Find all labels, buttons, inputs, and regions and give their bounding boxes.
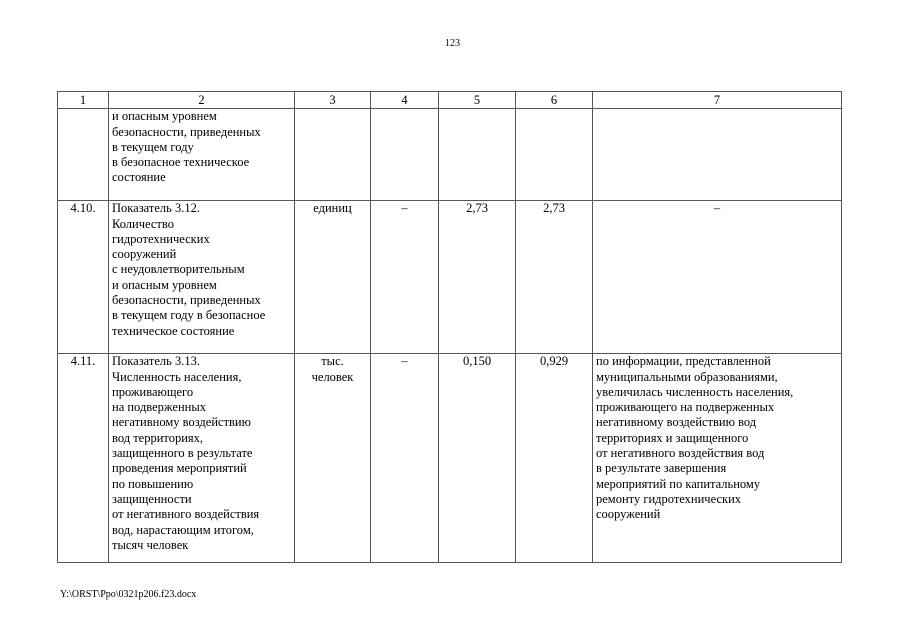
header-cell: 7: [593, 92, 842, 109]
table-row: [58, 201, 842, 354]
text-line: муниципальными образованиями,: [596, 369, 778, 384]
text-line: проживающего на подверженных: [596, 400, 775, 415]
unit-cell: [295, 201, 371, 354]
unit-cell: [295, 109, 371, 201]
text-line: безопасности, приведенных: [112, 124, 261, 139]
text-line: тысяч человек: [112, 537, 189, 552]
value-col6: [516, 109, 593, 201]
text-line: в безопасное техническое: [112, 155, 250, 170]
table-row: [58, 354, 842, 563]
text-line: мероприятий по капитальному: [596, 476, 761, 491]
value-col4: –: [371, 354, 439, 563]
header-cell: 2: [109, 92, 295, 109]
row-number: 4.11.: [58, 354, 109, 563]
text-line: Показатель 3.12.: [112, 201, 200, 216]
page-number: 123: [445, 38, 460, 49]
text-line: территориях и защищенного: [596, 430, 749, 445]
text-line: по повышению: [112, 476, 194, 491]
text-line: по информации, представленной: [596, 354, 771, 369]
value-col5: 2,73: [439, 201, 516, 354]
text-line: гидротехнических: [112, 231, 210, 246]
value-col6: 2,73: [516, 201, 593, 354]
text-line: состояние: [112, 170, 166, 185]
text-line: защищенности: [112, 491, 192, 506]
text-line: –: [713, 201, 721, 216]
unit-cell: [295, 354, 371, 563]
value-col4: [371, 109, 439, 201]
table-row: [58, 109, 842, 201]
text-line: от негативного воздействия вод: [596, 446, 765, 461]
note-cell: [593, 109, 842, 201]
text-line: ремонту гидротехнических: [596, 491, 742, 506]
text-line: проживающего: [112, 384, 194, 399]
indicator-name: [109, 354, 295, 563]
row-number: 4.10.: [58, 201, 109, 354]
text-line: на подверженных: [112, 400, 206, 415]
note-cell: [593, 201, 842, 354]
text-line: человек: [311, 369, 354, 384]
text-line: сооружений: [112, 247, 177, 262]
text-line: техническое состояние: [112, 323, 235, 338]
text-line: и опасным уровнем: [112, 109, 217, 124]
row-number: [58, 109, 109, 201]
text-line: и опасным уровнем: [112, 277, 217, 292]
value-col5: [439, 109, 516, 201]
value-col4: –: [371, 201, 439, 354]
text-line: увеличилась численность населения,: [596, 384, 794, 399]
header-cell: 6: [516, 92, 593, 109]
text-line: безопасности, приведенных: [112, 293, 261, 308]
text-line: в текущем году: [112, 139, 194, 154]
text-line: проведения мероприятий: [112, 461, 247, 476]
indicator-name: [109, 109, 295, 201]
text-line: негативному воздействию: [112, 415, 251, 430]
table-header-row: [58, 92, 842, 109]
text-line: единиц: [313, 201, 352, 216]
value-col5: 0,150: [439, 354, 516, 563]
text-line: вод, нарастающим итогом,: [112, 522, 254, 537]
text-line: в текущем году в безопасное: [112, 308, 266, 323]
header-cell: 4: [371, 92, 439, 109]
footer-file-path: Y:\ORST\Ppo\0321p206.f23.docx: [60, 589, 197, 600]
text-line: сооружений: [596, 507, 661, 522]
text-line: защищенного в результате: [112, 446, 253, 461]
text-line: негативному воздействию вод: [596, 415, 757, 430]
text-line: тыс.: [321, 354, 344, 369]
indicator-table: [57, 91, 842, 563]
indicator-name: [109, 201, 295, 354]
text-line: в результате завершения: [596, 461, 727, 476]
text-line: Количество: [112, 216, 174, 231]
text-line: вод территориях,: [112, 430, 204, 445]
value-col6: 0,929: [516, 354, 593, 563]
text-line: Численность населения,: [112, 369, 242, 384]
text-line: с неудовлетворительным: [112, 262, 245, 277]
header-cell: 3: [295, 92, 371, 109]
header-cell: 5: [439, 92, 516, 109]
note-cell: [593, 354, 842, 563]
text-line: Показатель 3.13.: [112, 354, 200, 369]
text-line: от негативного воздействия: [112, 507, 260, 522]
header-cell: 1: [58, 92, 109, 109]
